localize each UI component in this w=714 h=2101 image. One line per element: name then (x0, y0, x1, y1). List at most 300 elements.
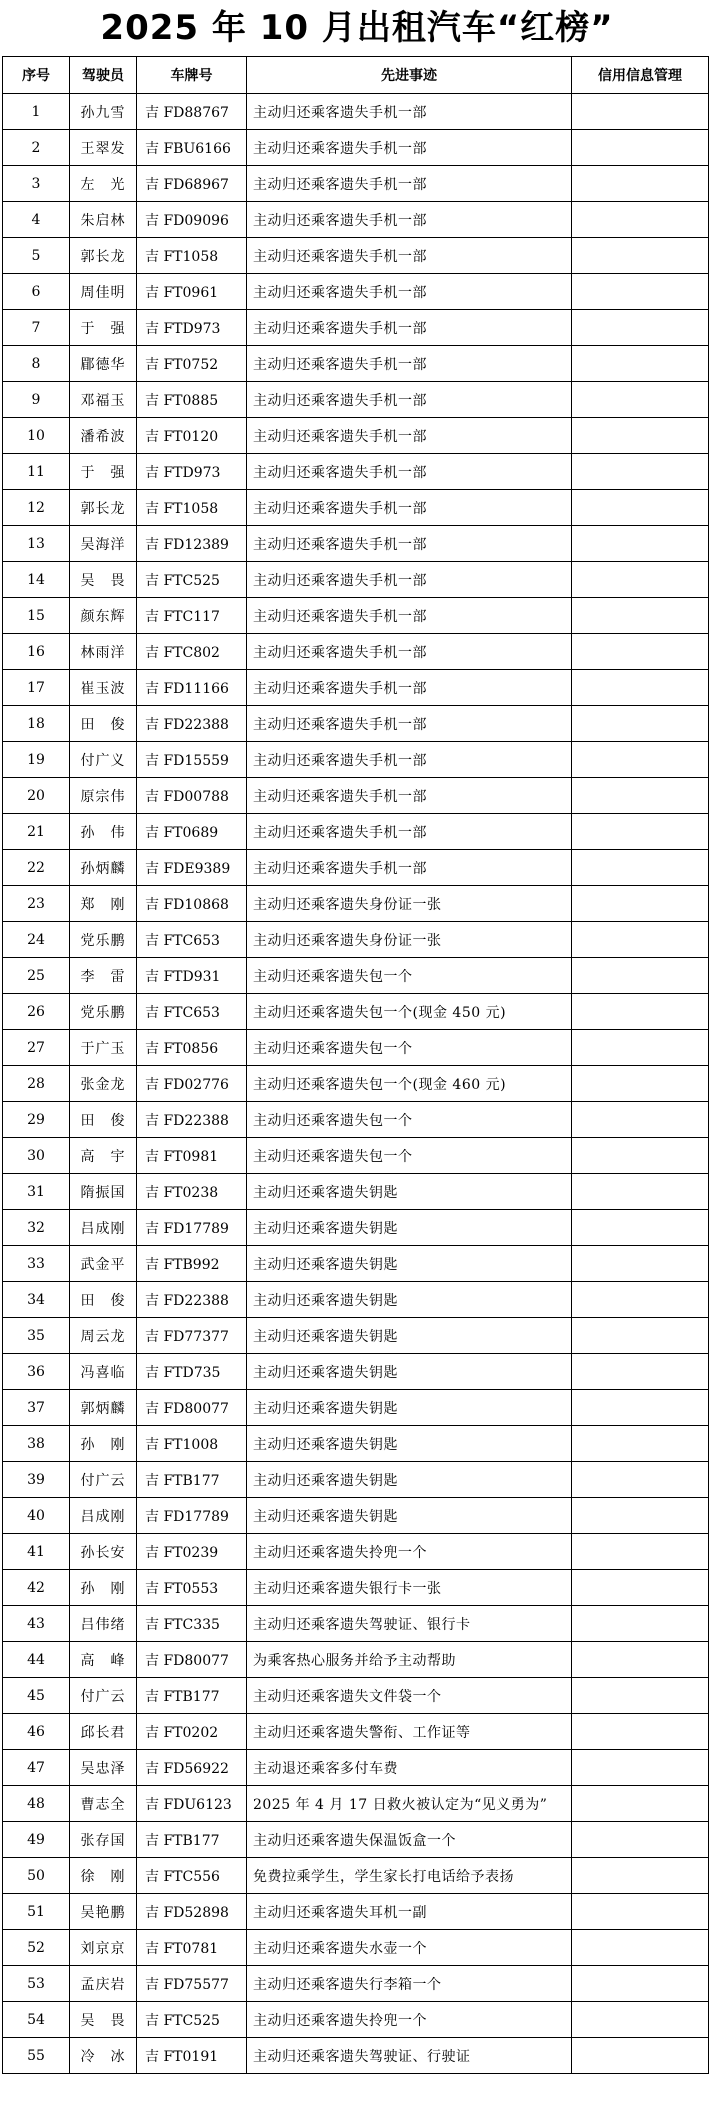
credit-info-cell (572, 1678, 709, 1714)
plate-number: 吉 FT0120 (137, 418, 247, 454)
plate-number: 吉 FDE9389 (137, 850, 247, 886)
credit-info-cell (572, 1318, 709, 1354)
driver-name: 郭长龙 (70, 238, 137, 274)
plate-number: 吉 FTC117 (137, 598, 247, 634)
row-index: 54 (3, 2002, 70, 2038)
driver-name: 张金龙 (70, 1066, 137, 1102)
driver-name: 林雨洋 (70, 634, 137, 670)
deed-description: 主动归还乘客遗失手机一部 (247, 130, 572, 166)
plate-number: 吉 FTD973 (137, 310, 247, 346)
deed-description: 主动归还乘客遗失包一个(现金 450 元) (247, 994, 572, 1030)
driver-name: 田 俊 (70, 1102, 137, 1138)
table-header (3, 57, 709, 94)
row-index: 36 (3, 1354, 70, 1390)
credit-info-cell (572, 706, 709, 742)
deed-description: 主动归还乘客遗失身份证一张 (247, 886, 572, 922)
plate-number: 吉 FTB177 (137, 1678, 247, 1714)
credit-info-cell (572, 1570, 709, 1606)
plate-number: 吉 FT0553 (137, 1570, 247, 1606)
row-index: 46 (3, 1714, 70, 1750)
table-row (3, 382, 709, 418)
credit-info-cell (572, 1606, 709, 1642)
deed-description: 主动归还乘客遗失文件袋一个 (247, 1678, 572, 1714)
deed-description: 主动归还乘客遗失行李箱一个 (247, 1966, 572, 2002)
driver-name: 党乐鹏 (70, 994, 137, 1030)
row-index: 34 (3, 1282, 70, 1318)
driver-name: 王翠发 (70, 130, 137, 166)
driver-name: 吴艳鹏 (70, 1894, 137, 1930)
deed-description: 主动归还乘客遗失手机一部 (247, 310, 572, 346)
credit-info-cell (572, 670, 709, 706)
plate-number: 吉 FTC653 (137, 994, 247, 1030)
credit-info-cell (572, 1030, 709, 1066)
driver-name: 原宗伟 (70, 778, 137, 814)
credit-info-cell (572, 130, 709, 166)
deed-description: 主动归还乘客遗失钥匙 (247, 1210, 572, 1246)
driver-name: 孙长安 (70, 1534, 137, 1570)
credit-info-cell (572, 1354, 709, 1390)
row-index: 21 (3, 814, 70, 850)
credit-info-cell (572, 1246, 709, 1282)
table-row (3, 166, 709, 202)
row-index: 15 (3, 598, 70, 634)
table-row (3, 1138, 709, 1174)
plate-number: 吉 FTD973 (137, 454, 247, 490)
credit-info-cell (572, 1138, 709, 1174)
driver-name: 张存国 (70, 1822, 137, 1858)
row-index: 48 (3, 1786, 70, 1822)
table-row (3, 238, 709, 274)
row-index: 8 (3, 346, 70, 382)
deed-description: 主动归还乘客遗失钥匙 (247, 1318, 572, 1354)
row-index: 20 (3, 778, 70, 814)
credit-info-cell (572, 94, 709, 130)
deed-description: 主动归还乘客遗失包一个 (247, 958, 572, 994)
driver-name: 潘希波 (70, 418, 137, 454)
table-row (3, 1642, 709, 1678)
driver-name: 武金平 (70, 1246, 137, 1282)
deed-description: 主动归还乘客遗失包一个(现金 460 元) (247, 1066, 572, 1102)
driver-name: 田 俊 (70, 706, 137, 742)
driver-name: 付广云 (70, 1678, 137, 1714)
driver-name: 高 宇 (70, 1138, 137, 1174)
table-row (3, 1858, 709, 1894)
driver-name: 颜东辉 (70, 598, 137, 634)
table-body (3, 94, 709, 2074)
row-index: 25 (3, 958, 70, 994)
driver-name: 吕成刚 (70, 1498, 137, 1534)
table-row (3, 1030, 709, 1066)
plate-number: 吉 FD52898 (137, 1894, 247, 1930)
plate-number: 吉 FD10868 (137, 886, 247, 922)
plate-number: 吉 FD00788 (137, 778, 247, 814)
plate-number: 吉 FT0781 (137, 1930, 247, 1966)
row-index: 9 (3, 382, 70, 418)
row-index: 52 (3, 1930, 70, 1966)
row-index: 28 (3, 1066, 70, 1102)
table-row (3, 1714, 709, 1750)
row-index: 14 (3, 562, 70, 598)
plate-number: 吉 FD22388 (137, 706, 247, 742)
deed-description: 主动归还乘客遗失钥匙 (247, 1174, 572, 1210)
deed-description: 主动归还乘客遗失水壶一个 (247, 1930, 572, 1966)
table-row (3, 1390, 709, 1426)
driver-name: 郭长龙 (70, 490, 137, 526)
table-row (3, 2002, 709, 2038)
deed-description: 主动归还乘客遗失钥匙 (247, 1390, 572, 1426)
deed-description: 主动归还乘客遗失手机一部 (247, 166, 572, 202)
credit-info-cell (572, 1642, 709, 1678)
row-index: 30 (3, 1138, 70, 1174)
plate-number: 吉 FD15559 (137, 742, 247, 778)
row-index: 23 (3, 886, 70, 922)
driver-name: 高 峰 (70, 1642, 137, 1678)
deed-description: 主动归还乘客遗失警衔、工作证等 (247, 1714, 572, 1750)
plate-number: 吉 FT0689 (137, 814, 247, 850)
row-index: 10 (3, 418, 70, 454)
row-index: 35 (3, 1318, 70, 1354)
row-index: 51 (3, 1894, 70, 1930)
plate-number: 吉 FT0191 (137, 2038, 247, 2074)
plate-number: 吉 FT1058 (137, 490, 247, 526)
table-row (3, 1102, 709, 1138)
driver-name: 于 强 (70, 454, 137, 490)
table-row (3, 1894, 709, 1930)
row-index: 26 (3, 994, 70, 1030)
deed-description: 主动归还乘客遗失耳机一副 (247, 1894, 572, 1930)
deed-description: 主动归还乘客遗失手机一部 (247, 598, 572, 634)
row-index: 19 (3, 742, 70, 778)
plate-number: 吉 FD88767 (137, 94, 247, 130)
table-row (3, 994, 709, 1030)
credit-info-cell (572, 1930, 709, 1966)
driver-name: 郭炳麟 (70, 1390, 137, 1426)
credit-info-cell (572, 382, 709, 418)
plate-number: 吉 FTC335 (137, 1606, 247, 1642)
row-index: 40 (3, 1498, 70, 1534)
header-credit: 信用信息管理 (572, 57, 709, 94)
plate-number: 吉 FT1008 (137, 1426, 247, 1462)
deed-description: 主动归还乘客遗失手机一部 (247, 202, 572, 238)
row-index: 47 (3, 1750, 70, 1786)
plate-number: 吉 FD17789 (137, 1210, 247, 1246)
deed-description: 免费拉乘学生，学生家长打电话给予表扬 (247, 1858, 572, 1894)
plate-number: 吉 FT0202 (137, 1714, 247, 1750)
plate-number: 吉 FD22388 (137, 1282, 247, 1318)
deed-description: 主动归还乘客遗失包一个 (247, 1030, 572, 1066)
driver-name: 于广玉 (70, 1030, 137, 1066)
table-row (3, 274, 709, 310)
driver-name: 吕成刚 (70, 1210, 137, 1246)
row-index: 50 (3, 1858, 70, 1894)
credit-info-cell (572, 1210, 709, 1246)
table-row (3, 490, 709, 526)
credit-info-cell (572, 634, 709, 670)
driver-name: 吴 畏 (70, 562, 137, 598)
table-row (3, 526, 709, 562)
deed-description: 主动归还乘客遗失手机一部 (247, 346, 572, 382)
plate-number: 吉 FTC525 (137, 562, 247, 598)
credit-info-cell (572, 310, 709, 346)
credit-info-cell (572, 1498, 709, 1534)
driver-name: 曹志全 (70, 1786, 137, 1822)
deed-description: 2025 年 4 月 17 日救火被认定为“见义勇为” (247, 1786, 572, 1822)
credit-info-cell (572, 1534, 709, 1570)
deed-description: 主动归还乘客遗失钥匙 (247, 1282, 572, 1318)
deed-description: 主动归还乘客遗失钥匙 (247, 1462, 572, 1498)
row-index: 7 (3, 310, 70, 346)
table-row (3, 1966, 709, 2002)
deed-description: 主动归还乘客遗失拎兜一个 (247, 1534, 572, 1570)
plate-number: 吉 FD17789 (137, 1498, 247, 1534)
deed-description: 主动归还乘客遗失手机一部 (247, 778, 572, 814)
row-index: 33 (3, 1246, 70, 1282)
row-index: 49 (3, 1822, 70, 1858)
driver-name: 徐 刚 (70, 1858, 137, 1894)
table-row (3, 2038, 709, 2074)
driver-name: 孙 刚 (70, 1426, 137, 1462)
plate-number: 吉 FD11166 (137, 670, 247, 706)
credit-info-cell (572, 238, 709, 274)
driver-name: 朱启林 (70, 202, 137, 238)
deed-description: 主动归还乘客遗失手机一部 (247, 526, 572, 562)
deed-description: 为乘客热心服务并给予主动帮助 (247, 1642, 572, 1678)
row-index: 39 (3, 1462, 70, 1498)
plate-number: 吉 FD02776 (137, 1066, 247, 1102)
header-index: 序号 (3, 57, 70, 94)
plate-number: 吉 FD56922 (137, 1750, 247, 1786)
table-row (3, 814, 709, 850)
table-row (3, 1282, 709, 1318)
driver-name: 孟庆岩 (70, 1966, 137, 2002)
plate-number: 吉 FD80077 (137, 1642, 247, 1678)
deed-description: 主动归还乘客遗失手机一部 (247, 850, 572, 886)
deed-description: 主动归还乘客遗失手机一部 (247, 490, 572, 526)
driver-name: 吴忠泽 (70, 1750, 137, 1786)
table-row (3, 742, 709, 778)
red-list-table (2, 56, 709, 2074)
deed-description: 主动归还乘客遗失手机一部 (247, 634, 572, 670)
plate-number: 吉 FTC802 (137, 634, 247, 670)
row-index: 6 (3, 274, 70, 310)
plate-number: 吉 FT0885 (137, 382, 247, 418)
driver-name: 郑 刚 (70, 886, 137, 922)
table-row (3, 94, 709, 130)
row-index: 16 (3, 634, 70, 670)
row-index: 37 (3, 1390, 70, 1426)
credit-info-cell (572, 1858, 709, 1894)
page-title: 2025 年 10 月出租汽车“红榜” (100, 8, 614, 48)
plate-number: 吉 FTD931 (137, 958, 247, 994)
table-row (3, 1426, 709, 1462)
credit-info-cell (572, 778, 709, 814)
table-row (3, 418, 709, 454)
row-index: 27 (3, 1030, 70, 1066)
table-row (3, 1786, 709, 1822)
credit-info-cell (572, 2038, 709, 2074)
driver-name: 李 雷 (70, 958, 137, 994)
table-row (3, 1210, 709, 1246)
credit-info-cell (572, 1822, 709, 1858)
plate-number: 吉 FTB177 (137, 1462, 247, 1498)
deed-description: 主动归还乘客遗失手机一部 (247, 382, 572, 418)
row-index: 45 (3, 1678, 70, 1714)
driver-name: 崔玉波 (70, 670, 137, 706)
driver-name: 左 光 (70, 166, 137, 202)
row-index: 41 (3, 1534, 70, 1570)
driver-name: 付广云 (70, 1462, 137, 1498)
driver-name: 邓福玉 (70, 382, 137, 418)
credit-info-cell (572, 1894, 709, 1930)
table-row (3, 454, 709, 490)
credit-info-cell (572, 742, 709, 778)
table-row (3, 1534, 709, 1570)
table-row (3, 778, 709, 814)
row-index: 55 (3, 2038, 70, 2074)
plate-number: 吉 FD22388 (137, 1102, 247, 1138)
credit-info-cell (572, 1174, 709, 1210)
driver-name: 吴海洋 (70, 526, 137, 562)
table-row (3, 1318, 709, 1354)
table-row (3, 1606, 709, 1642)
deed-description: 主动归还乘客遗失手机一部 (247, 238, 572, 274)
plate-number: 吉 FD80077 (137, 1390, 247, 1426)
table-row (3, 310, 709, 346)
plate-number: 吉 FT0239 (137, 1534, 247, 1570)
table-row (3, 1678, 709, 1714)
table-row (3, 1354, 709, 1390)
credit-info-cell (572, 958, 709, 994)
deed-description: 主动归还乘客遗失手机一部 (247, 454, 572, 490)
credit-info-cell (572, 994, 709, 1030)
table-row (3, 202, 709, 238)
credit-info-cell (572, 166, 709, 202)
driver-name: 田 俊 (70, 1282, 137, 1318)
credit-info-cell (572, 1390, 709, 1426)
credit-info-cell (572, 922, 709, 958)
credit-info-cell (572, 202, 709, 238)
table-row (3, 1066, 709, 1102)
table-row (3, 1930, 709, 1966)
credit-info-cell (572, 2002, 709, 2038)
plate-number: 吉 FTB992 (137, 1246, 247, 1282)
driver-name: 孙 刚 (70, 1570, 137, 1606)
credit-info-cell (572, 1786, 709, 1822)
plate-number: 吉 FT0961 (137, 274, 247, 310)
credit-info-cell (572, 1714, 709, 1750)
plate-number: 吉 FT0981 (137, 1138, 247, 1174)
table-row (3, 670, 709, 706)
header-deed: 先进事迹 (247, 57, 572, 94)
row-index: 12 (3, 490, 70, 526)
deed-description: 主动归还乘客遗失手机一部 (247, 562, 572, 598)
deed-description: 主动归还乘客遗失钥匙 (247, 1246, 572, 1282)
credit-info-cell (572, 526, 709, 562)
row-index: 32 (3, 1210, 70, 1246)
credit-info-cell (572, 274, 709, 310)
deed-description: 主动归还乘客遗失拎兜一个 (247, 2002, 572, 2038)
header-row (3, 57, 709, 94)
plate-number: 吉 FD68967 (137, 166, 247, 202)
deed-description: 主动归还乘客遗失手机一部 (247, 814, 572, 850)
deed-description: 主动归还乘客遗失包一个 (247, 1102, 572, 1138)
driver-name: 吕伟绪 (70, 1606, 137, 1642)
row-index: 31 (3, 1174, 70, 1210)
plate-number: 吉 FD75577 (137, 1966, 247, 2002)
table-row (3, 634, 709, 670)
driver-name: 付广义 (70, 742, 137, 778)
deed-description: 主动归还乘客遗失手机一部 (247, 670, 572, 706)
plate-number: 吉 FD12389 (137, 526, 247, 562)
credit-info-cell (572, 490, 709, 526)
table-row (3, 922, 709, 958)
plate-number: 吉 FD77377 (137, 1318, 247, 1354)
deed-description: 主动归还乘客遗失银行卡一张 (247, 1570, 572, 1606)
table-row (3, 958, 709, 994)
table-row (3, 1822, 709, 1858)
row-index: 4 (3, 202, 70, 238)
table-row (3, 1570, 709, 1606)
plate-number: 吉 FDU6123 (137, 1786, 247, 1822)
credit-info-cell (572, 1966, 709, 2002)
driver-name: 孙炳麟 (70, 850, 137, 886)
header-plate: 车牌号 (137, 57, 247, 94)
deed-description: 主动归还乘客遗失驾驶证、行驶证 (247, 2038, 572, 2074)
row-index: 3 (3, 166, 70, 202)
plate-number: 吉 FTD735 (137, 1354, 247, 1390)
deed-description: 主动归还乘客遗失驾驶证、银行卡 (247, 1606, 572, 1642)
row-index: 5 (3, 238, 70, 274)
table-row (3, 346, 709, 382)
plate-number: 吉 FBU6166 (137, 130, 247, 166)
table-row (3, 886, 709, 922)
deed-description: 主动归还乘客遗失手机一部 (247, 274, 572, 310)
driver-name: 于 强 (70, 310, 137, 346)
driver-name: 孙 伟 (70, 814, 137, 850)
plate-number: 吉 FD09096 (137, 202, 247, 238)
row-index: 17 (3, 670, 70, 706)
driver-name: 周云龙 (70, 1318, 137, 1354)
row-index: 13 (3, 526, 70, 562)
deed-description: 主动归还乘客遗失手机一部 (247, 94, 572, 130)
row-index: 24 (3, 922, 70, 958)
plate-number: 吉 FT0752 (137, 346, 247, 382)
driver-name: 冷 冰 (70, 2038, 137, 2074)
credit-info-cell (572, 886, 709, 922)
credit-info-cell (572, 1102, 709, 1138)
deed-description: 主动归还乘客遗失钥匙 (247, 1354, 572, 1390)
driver-name: 刘京京 (70, 1930, 137, 1966)
deed-description: 主动归还乘客遗失保温饭盒一个 (247, 1822, 572, 1858)
deed-description: 主动归还乘客遗失包一个 (247, 1138, 572, 1174)
driver-name: 孙九雪 (70, 94, 137, 130)
credit-info-cell (572, 1066, 709, 1102)
credit-info-cell (572, 1750, 709, 1786)
row-index: 18 (3, 706, 70, 742)
deed-description: 主动归还乘客遗失身份证一张 (247, 922, 572, 958)
row-index: 1 (3, 94, 70, 130)
driver-name: 郿德华 (70, 346, 137, 382)
credit-info-cell (572, 1462, 709, 1498)
driver-name: 吴 畏 (70, 2002, 137, 2038)
plate-number: 吉 FTC556 (137, 1858, 247, 1894)
driver-name: 周佳明 (70, 274, 137, 310)
table-row (3, 1498, 709, 1534)
plate-number: 吉 FT0856 (137, 1030, 247, 1066)
deed-description: 主动归还乘客遗失手机一部 (247, 418, 572, 454)
table-row (3, 1246, 709, 1282)
credit-info-cell (572, 454, 709, 490)
